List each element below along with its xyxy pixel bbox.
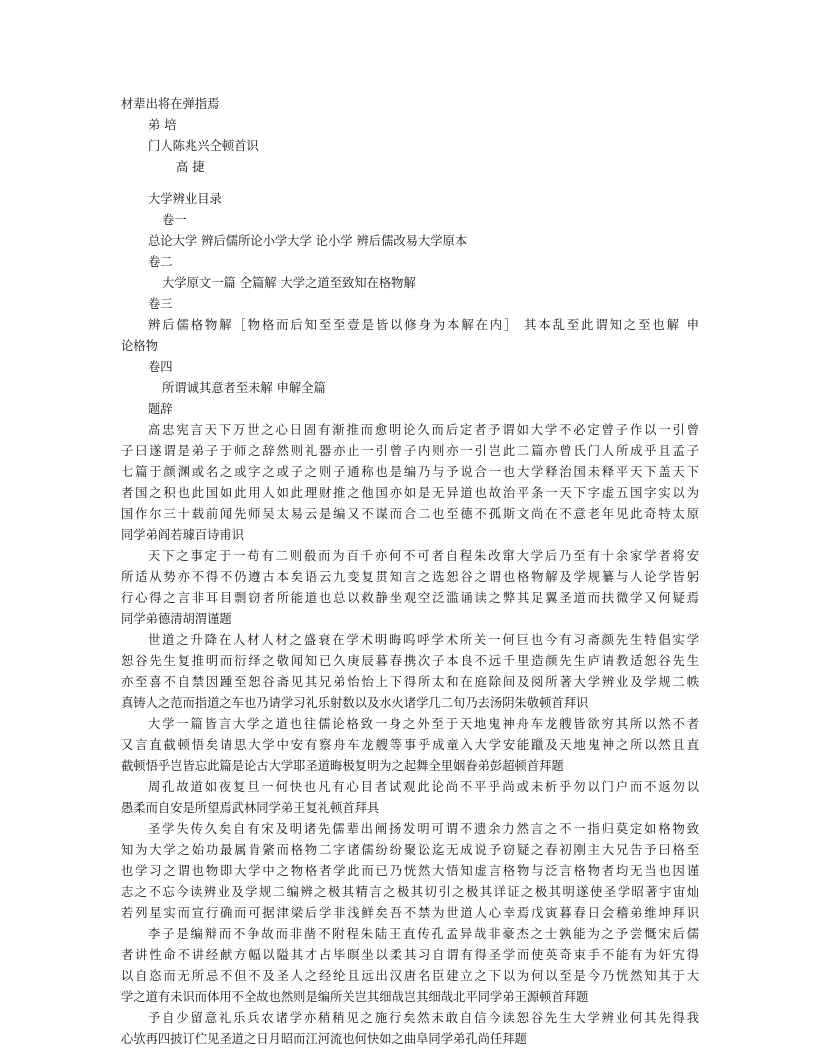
paragraph-line: 高忠宪言天下万世之心日固有渐推而愈明论久而后定者予谓如大学不必定曾子作以一引曾	[148, 423, 699, 437]
paragraph-line: 心欤再四披订伫见圣道之日月昭而江河流也何快如之曲阜同学弟孔尚任拜题	[121, 1032, 527, 1046]
paragraph-line: 若列星实而宣行确而可据津梁后学非浅鲜矣吾不禁为世道人心幸焉戊寅暮春日会稽弟维坤拜识	[121, 906, 699, 920]
paragraph-line: 天下之事定于一苟有二则殽而为百千亦何不可者自程朱改窜大学后乃至有十余家学者将安	[148, 549, 699, 563]
paragraph-line: 所适从势亦不得不仍遵古本矣语云九变复贯知言之选恕谷之谓也格物解及学规纂与人论学皆躬	[121, 570, 699, 584]
paragraph-line: 恕谷先生复推明而衍绎之敬闻知已久庚辰暮春携次子本良不远千里造颜先生庐请教适恕谷先生	[121, 654, 699, 668]
paragraph-line: 亦至喜不自禁因踵至恕谷斋见其兄弟怡怡上下得所太和在庭除间及阅所著大学辨业及学规二帙	[121, 675, 699, 689]
toc-volume-heading: 卷四	[148, 360, 173, 374]
paragraph-line: 李子是编辩而不争故而非凿不附程朱陆王直传孔孟异哉非豪杰之士孰能为之予尝慨宋后儒	[148, 927, 699, 941]
toc-entry: 大学原文一篇 仝篇解 大学之道至致知在格物解	[162, 276, 416, 290]
paragraph-line: 子曰遂谓是弟子于师之辞然则礼器亦止一引曾子内则亦一引岂此二篇亦曾氏门人所成乎且孟子	[121, 444, 699, 458]
paragraph-line: 志之不忘今读辨业及学规二编辨之极其精言之极其切引之极其详证之极其明遂使圣学昭著宇宙灿	[121, 885, 699, 899]
paragraph-line: 世道之升降在人材人材之盛衰在学术明晦呜呼学术所关一何巨也今有习斋颜先生特倡实学	[148, 633, 699, 647]
signature-line: 弟 培	[148, 118, 177, 132]
paragraph-line: 七篇于颜渊或名之或字之或子之则子通称也是编乃与予说合一也大学释治国未释平天下盖天下	[121, 465, 699, 479]
paragraph-line: 者讲性命不讲经献方幅以隘其才占毕暝坐以柔其习自谓有得圣学而使英奇束手不能有为奸宄得	[121, 948, 699, 962]
toc-title: 大学辨业目录	[148, 192, 222, 206]
paragraph-line: 予自少留意礼乐兵农诸学亦稍稍见之施行矣然未敢自信今读恕谷先生大学辨业何其先得我	[148, 1011, 699, 1025]
paragraph-line: 周孔故道如夜复旦一何快也凡有心目者试观此论尚不平乎尚或未析乎勿以门户而不返勿以	[148, 780, 699, 794]
paragraph-line: 学之道有未识而体用不全故也然则是编所关岂其细哉岂其细哉北平同学弟王源顿首拜题	[121, 990, 589, 1004]
paragraph-line: 行心得之言非耳目剽窃者所能道也总以救静坐观空泛滥诵读之弊其足翼圣道而扶微学又何疑焉	[121, 591, 699, 605]
paragraph-line: 也学习之谓也物即大学中之物格者学此而已乃恍然大悟知虚言格物与泛言格物者均无当也因谨	[121, 864, 699, 878]
paragraph-line: 同学弟德清胡渭谨题	[121, 612, 232, 626]
text-line: 材辈出将在弹指焉	[121, 97, 220, 111]
signature-line: 高 捷	[176, 160, 205, 174]
paragraph-line: 又言直截顿悟矣请思大学中安有察舟车龙艘等事乎成童入大学安能躐及天地鬼神之所以然且直	[121, 738, 699, 752]
toc-volume-heading: 卷三	[148, 297, 173, 311]
paragraph-line: 截顿悟乎岂皆忘此篇是论古大学耶圣道晦极复明为之起舞全里姻眷弟彭超顿首拜题	[121, 759, 564, 773]
paragraph-line: 大学一篇皆言大学之道也往儒论格致一身之外至于天地鬼神舟车龙艘皆欲穷其所以然不者	[148, 717, 699, 731]
paragraph-line: 愚柔而自安是所望焉武林同学弟王复礼顿首拜具	[121, 801, 380, 815]
paragraph-line: 以自恣而无所忌不但不及圣人之经纶且远出汉唐名臣建立之下以为何以至是今乃恍然知其于大	[121, 969, 699, 983]
paragraph-line: 知为大学之始功最属肯綮而格物二字诸儒纷纷聚讼迄无成说予窃疑之春初刚主大兄告予曰格至	[121, 843, 699, 857]
toc-entry: 论格物	[121, 339, 158, 353]
paragraph-line: 同学弟阎若璩百诗甫识	[121, 528, 244, 542]
paragraph-line: 国作尔三十载前闻先师吴太易云是编又不谋而合二也至德不孤斯文尚在不意老年见此奇特太原	[121, 507, 699, 521]
paragraph-line: 者国之积也此国如此用人如此理财推之他国亦如是无异道也故治平条一天下字虚五国字实以为	[121, 486, 699, 500]
paragraph-line: 圣学失传久矣自有宋及明诸先儒辈出阐扬发明可谓不遗余力然言之不一指归莫定如格物致	[148, 822, 699, 836]
toc-volume-heading: 卷二	[148, 255, 173, 269]
toc-volume-heading: 卷一	[162, 213, 187, 227]
signature-line: 门人陈兆兴仝顿首识	[148, 139, 259, 153]
paragraph-line: 真铸人之范而指道之车也乃请学习礼乐射数以及水火诸学几二旬乃去汤阴朱敬顿首拜识	[121, 696, 589, 710]
toc-entry: 辨后儒格物解［物格而后知至至壹是皆以修身为本解在内］ 其本乱至此谓知之至也解 申	[148, 318, 699, 332]
toc-entry: 所谓诚其意者至未解 申解全篇	[162, 381, 326, 395]
section-heading: 题辞	[148, 402, 173, 416]
toc-entry: 总论大学 辨后儒所论小学大学 论小学 辨后儒改易大学原本	[148, 234, 468, 248]
